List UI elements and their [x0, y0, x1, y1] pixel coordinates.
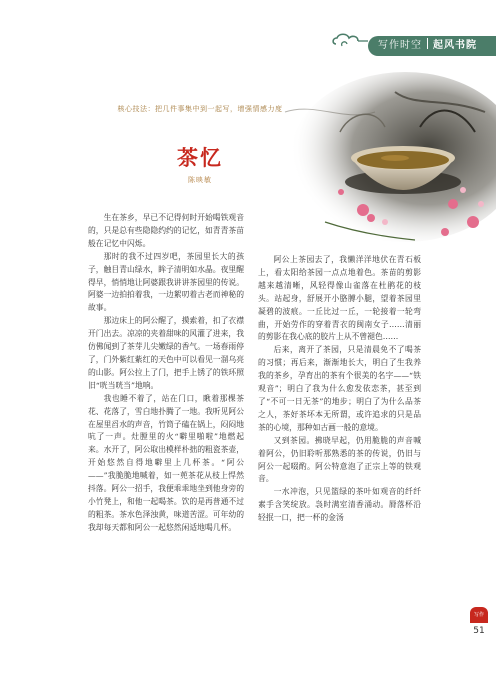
paragraph: 阿公上茶园去了，我懒洋洋地伏在青石板上，看太阳给茶园一点点地着色。茶苗的剪影越来越清晰，风轻得像山雀落在杜鹃花的枝头。站起身，舒展开小胳膊小腿，望着茶园里凝碧的波痕。一丘比过一丘，一轮接着一轮弯曲，开始劳作的穿着青衣的闽南女子……清丽的剪影在我心底的胶片上从不曾褪色……: [258, 255, 421, 342]
paragraph: 又到茶园。拂晓早起，仍用脆脆的声音喊着阿公，仍旧聆听那熟悉的茶的传说，仍旧与阿公一起啜酌。阿公特意泡了正宗上等的铁观音。: [258, 435, 421, 484]
paragraph: 生在茶乡，早已不记得何时开始喝铁观音的，只是总有些隐隐约约的记忆，如青青茶苗般在记忆中闪烁。: [88, 213, 244, 248]
header-section: 写作时空: [378, 40, 422, 51]
header-divider: [427, 38, 428, 49]
teacup-illustration: [245, 72, 496, 252]
article-title: 茶忆: [177, 145, 223, 170]
paragraph: 那时的我不过四岁吧，茶园里长大的孩子，触目青山绿水，眸子清明如水晶。夜里醒得早，悄悄地让阿婆跟我讲讲茶园里的传说。阿婆一边拍拍着我，一边絮叨着古老而神秘的故事。: [88, 251, 244, 313]
header-section-badge: [368, 36, 496, 56]
article-author: 陈映敏: [188, 176, 212, 184]
paragraph: 一水冲泡，只见篮绿的茶叶如观音的纤纤素手含笑绽放。袅时满室清香涌动。脣落杯沿轻抿一口，把一杯的金汤: [258, 487, 421, 523]
paragraph: 那边床上的阿公醒了，摸索着，扣了衣襟开门出去。凉凉的夹着甜味的风灌了进来，我仿佛闻到了茶芽儿尖嫩绿的香气。一场春雨停了，门外紫红紫红的天色中可以看见一溜乌亮的山影。阿公拉上了门，把手上锈了的铁环照旧“咣当咣当”地响。: [88, 316, 244, 390]
page-number: 51: [473, 626, 485, 636]
header-column: 起风书院: [433, 40, 477, 51]
left-text-column: [88, 212, 244, 535]
section-side-tab: [470, 607, 488, 623]
technique-lead: 核心技法：把几件事集中到一起写，增强情感力度: [117, 105, 283, 113]
paragraph: 我也睡不着了，站在门口，瞅着那棵茶花、花落了，雪白地扑腾了一地。我听见阿公在屋里舀水的声音，竹筒子磕在锅上，闷闷地吭了一声。灶膛里的火“噼里啪啦”地燃起来。水开了，阿公取出模样朴拙的粗瓷茶壶，开始悠然自得地噼里上几杯茶。“阿公——”我脆脆地喊着，如一蔸茶花从枝上悍然抖落。阿公一招手，我便乖乖地坐到他身旁的小竹凳上，和他一起喝茶。饮的是再普通不过的粗茶。茶水色泽浊黄，味道苦涩。可年幼的我却每天都和阿公一起悠然闲适地喝几杯。: [88, 393, 244, 532]
right-text-column: [258, 254, 421, 525]
cloud-swirl-icon: [330, 30, 370, 52]
paragraph: 后来，离开了茶园，只是清晨免不了喝茶的习惯；再后来，渐渐地长大，明白了生我养我的茶乡，孕育出的茶有个很美的名字——“铁观音”；明白了我为什么愈发依恋茶，甚至到了“不可一日无茶”的地步；明白了为什么品茶之人，茶好茶坏本无所谓，或许追求的只是品茶的心境，那种如古画一般的意境。: [258, 345, 421, 432]
side-tab-label: 写作: [473, 612, 484, 618]
